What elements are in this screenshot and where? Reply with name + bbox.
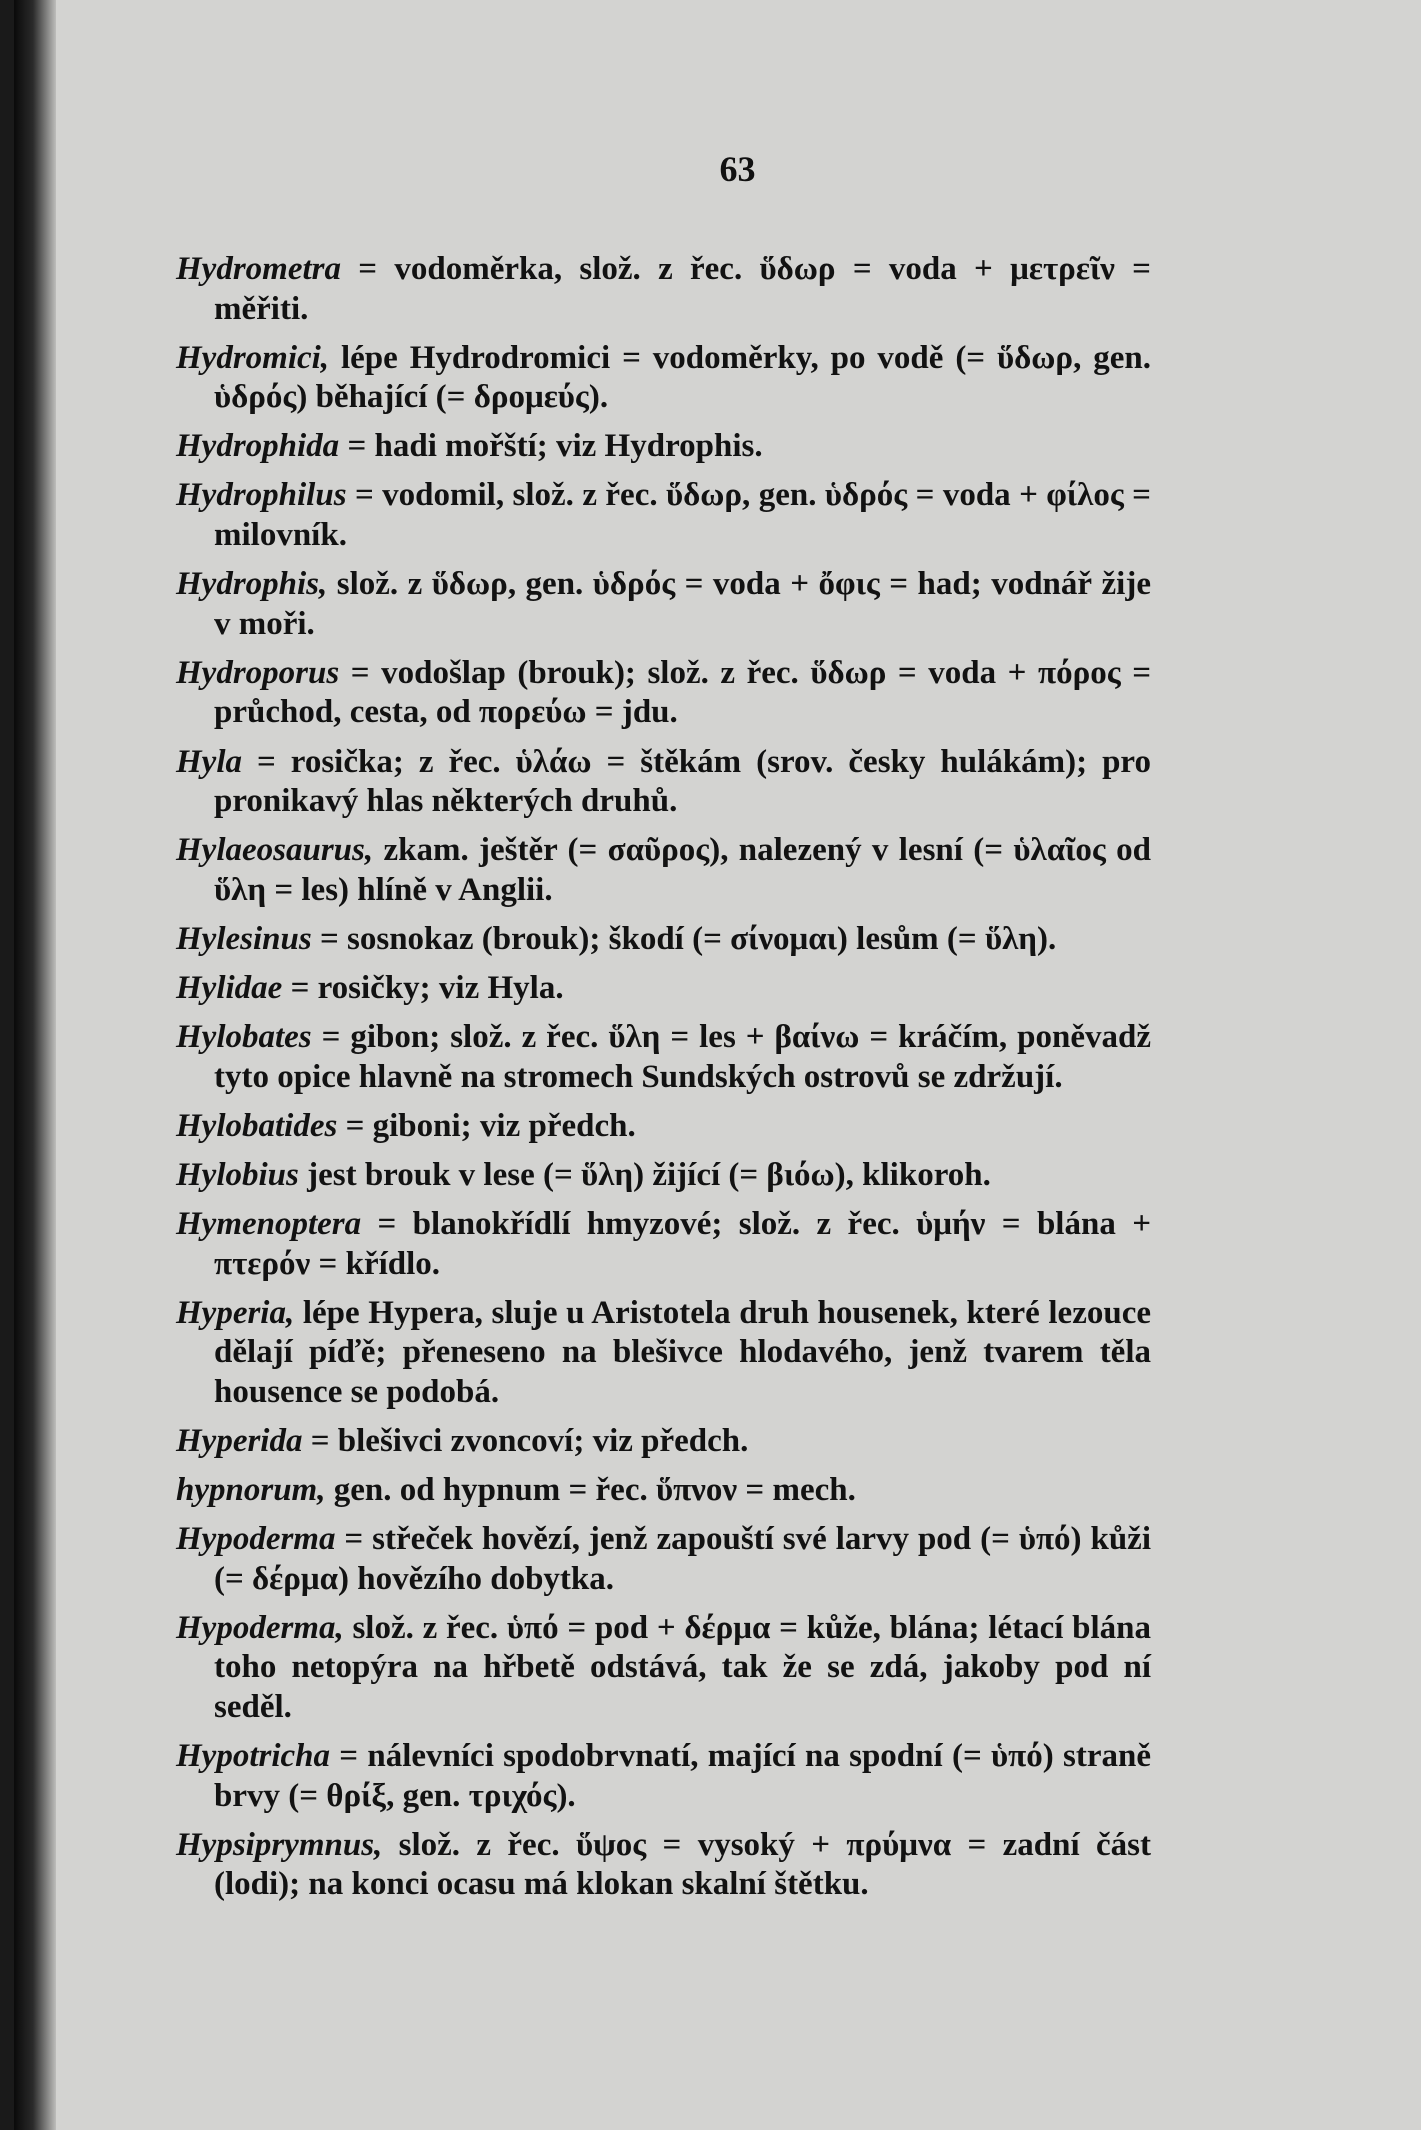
entry-headword: Hymenoptera <box>176 1205 362 1242</box>
entry-definition: lépe Hypera, sluje u Aristotela druh housenek, které lezouce dělají píďě; přeneseno na blešivce hlodavého, jenž tvarem těla housence se podobá. <box>214 1294 1151 1410</box>
entry-definition: = vodoměrka, slož. z řec. ὕδωρ = voda + μετρεῖν = měřiti. <box>214 251 1151 327</box>
entry-headword: Hyperia, <box>176 1294 295 1331</box>
entry-definition: = sosnokaz (brouk); škodí (= σίνομαι) lesům (= ὕλη). <box>311 920 1057 957</box>
entry-definition: gen. od hypnum = řec. ὕπνον = mech. <box>325 1472 856 1509</box>
entry <box>176 743 1151 822</box>
entry <box>176 1422 1151 1462</box>
entry-headword: Hydromici, <box>176 339 330 376</box>
entry-headword: Hylaeosaurus, <box>176 832 374 869</box>
entry-headword: Hylobates <box>176 1019 312 1056</box>
entry-definition: lépe Hydrodromici = vodoměrky, po vodě (= ὕδωρ, gen. ὑδρός) běhající (= δρομεύς). <box>214 339 1151 416</box>
entry-definition: = blešivci zvoncoví; viz předch. <box>302 1422 749 1459</box>
entry-headword: Hylobius <box>176 1156 299 1193</box>
entry <box>176 1156 1151 1196</box>
entry-definition: = rosička; z řec. ὑλάω = štěkám (srov. česky hulákám); pro pronikavý hlas některých druhů. <box>214 743 1151 820</box>
entry-headword: Hydrometra <box>176 251 341 287</box>
entry-definition: slož. z ὕδωρ, gen. ὑδρός = voda + ὄφις = had; vodnář žije v moři. <box>214 566 1151 642</box>
entry-definition: = giboni; viz předch. <box>337 1107 636 1144</box>
page-number: 63 <box>719 149 756 189</box>
entry <box>176 1471 1151 1511</box>
entry-definition: slož. z řec. ὑπό = pod + δέρμα = kůže, blána; létací blána toho netopýra na hřbetě odstává, tak že se zdá, jakoby pod ní seděl. <box>214 1609 1151 1725</box>
entry-definition: jest brouk v lese (= ὕλη) žijící (= βιόω), klikoroh. <box>298 1156 991 1193</box>
entry <box>176 1609 1151 1728</box>
entry <box>176 1205 1151 1284</box>
entry-headword: Hydrophilus <box>176 477 347 514</box>
entry-headword: Hyla <box>176 743 242 780</box>
entry-headword: Hydrophida <box>176 428 340 465</box>
entry-headword: Hypoderma <box>176 1521 336 1558</box>
entry-headword: Hylesinus <box>176 920 312 957</box>
entry-headword: Hyperida <box>176 1422 303 1459</box>
entry <box>176 920 1151 960</box>
entry <box>176 1018 1151 1097</box>
entry <box>176 1520 1151 1599</box>
entry-definition: = vodomil, slož. z řec. ὕδωρ, gen. ὑδρός = voda + φίλος = milovník. <box>214 477 1151 554</box>
entry-headword: Hypsiprymnus, <box>176 1826 383 1863</box>
entry-definition: = rosičky; viz Hyla. <box>282 970 564 1006</box>
entry <box>176 654 1151 733</box>
entry-headword: Hypoderma, <box>176 1609 344 1646</box>
entry-headword: Hydroporus <box>176 654 340 691</box>
entry-headword: hypnorum, <box>176 1472 326 1509</box>
entry <box>176 831 1151 910</box>
entry <box>176 1826 1151 1905</box>
entry-headword: Hydrophis, <box>176 566 328 603</box>
dictionary-entries <box>176 250 1151 1914</box>
entry-definition: slož. z řec. ὕψος = vysoký + πρύμνα = zadní část (lodi); na konci ocasu má klokan skalní štětku. <box>214 1826 1151 1903</box>
entry <box>176 1737 1151 1816</box>
entry-definition: = blanokřídlí hmyzové; slož. z řec. ὑμήν = blána + πτερόν = křídlo. <box>214 1205 1151 1282</box>
entry-definition: zkam. ještěr (= σαῦρος), nalezený v lesní (= ὑλαῖος od ὕλη = les) hlíně v Anglii. <box>214 832 1151 908</box>
entry <box>176 1294 1151 1413</box>
book-page <box>14 0 1421 2130</box>
entry-definition: = vodošlap (brouk); slož. z řec. ὕδωρ = voda + πόρος = průchod, cesta, od πορεύω = jdu. <box>214 654 1151 731</box>
entry-headword: Hylobatides <box>176 1107 338 1144</box>
entry-definition: = gibon; slož. z řec. ὕλη = les + βαίνω = kráčím, poněvadž tyto opice hlavně na stromech Sundských ostrovů se zdržují. <box>214 1019 1151 1095</box>
entry <box>176 427 1151 467</box>
entry <box>176 250 1151 329</box>
entry <box>176 565 1151 644</box>
entry-headword: Hypotricha <box>176 1738 330 1775</box>
entry <box>176 1107 1151 1147</box>
entry <box>176 476 1151 555</box>
entry-definition: = hadi mořští; viz Hydrophis. <box>339 428 763 465</box>
entry <box>176 339 1151 418</box>
entry <box>176 969 1151 1009</box>
entry-definition: = nálevníci spodobrvnatí, mající na spodní (= ὑπό) straně brvy (= θρίξ, gen. τριχός). <box>214 1738 1151 1814</box>
page-binding-edge <box>14 0 56 2130</box>
entry-definition: = střeček hovězí, jenž zapouští své larvy pod (= ὑπό) kůži (= δέρμα) hovězího dobytka. <box>214 1521 1151 1597</box>
entry-headword: Hylidae <box>176 970 283 1006</box>
